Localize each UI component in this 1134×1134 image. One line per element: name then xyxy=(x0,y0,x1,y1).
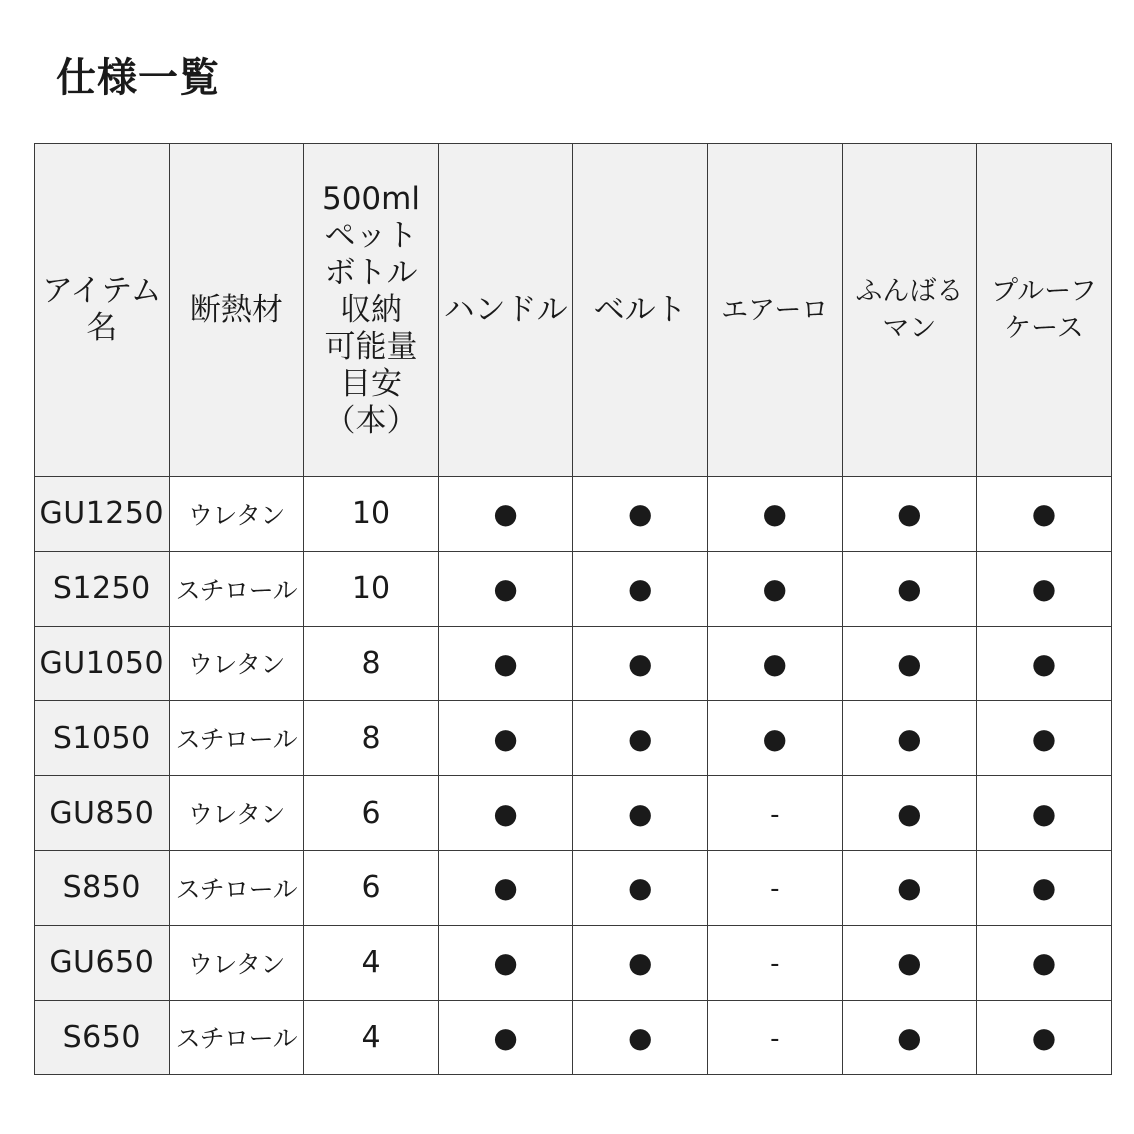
insulation-cell: スチロール xyxy=(169,1000,304,1075)
available-mark: ● xyxy=(1031,497,1057,531)
handle-cell xyxy=(438,701,573,776)
unavailable-mark: - xyxy=(770,1023,780,1054)
handle-cell xyxy=(438,925,573,1000)
table-row xyxy=(35,925,1112,1000)
item-name-cell: S650 xyxy=(35,1000,170,1075)
insulation-cell: スチロール xyxy=(169,850,304,925)
available-mark: ● xyxy=(493,871,518,905)
available-mark: ● xyxy=(493,721,518,755)
header-proof-case: プルーフ ケース xyxy=(977,144,1112,477)
handle-cell xyxy=(438,626,573,701)
belt-cell xyxy=(573,551,708,626)
air-port-cell xyxy=(707,626,842,701)
available-mark: ● xyxy=(897,497,922,531)
insulation-cell: スチロール xyxy=(169,701,304,776)
funbaru-man-cell xyxy=(842,925,977,1000)
header-bottle-capacity: 500ml ペット ボトル 収納 可能量 目安 （本） xyxy=(304,144,439,477)
available-mark: ● xyxy=(493,1020,518,1054)
bottle-capacity-cell: 4 xyxy=(304,925,439,1000)
air-port-cell xyxy=(707,551,842,626)
available-mark: ● xyxy=(1031,946,1057,980)
handle-cell xyxy=(438,477,573,552)
header-row xyxy=(35,144,1112,477)
funbaru-man-cell xyxy=(842,551,977,626)
item-name-cell: GU1050 xyxy=(35,626,170,701)
belt-cell xyxy=(573,850,708,925)
available-mark: ● xyxy=(627,1020,653,1054)
unavailable-mark: - xyxy=(770,799,780,830)
item-name-cell: GU650 xyxy=(35,925,170,1000)
insulation-cell: ウレタン xyxy=(169,776,304,851)
item-name-cell: GU850 xyxy=(35,776,170,851)
proof-case-cell xyxy=(977,701,1112,776)
proof-case-cell xyxy=(977,477,1112,552)
handle-cell xyxy=(438,1000,573,1075)
funbaru-man-cell xyxy=(842,626,977,701)
available-mark: ● xyxy=(627,646,653,680)
bottle-capacity-cell: 8 xyxy=(304,626,439,701)
insulation-cell: スチロール xyxy=(169,551,304,626)
unavailable-mark: - xyxy=(770,949,780,980)
air-port-cell xyxy=(707,1000,842,1075)
available-mark: ● xyxy=(762,497,787,531)
available-mark: ● xyxy=(1031,871,1057,905)
table-row xyxy=(35,626,1112,701)
air-port-cell xyxy=(707,776,842,851)
proof-case-cell xyxy=(977,776,1112,851)
handle-cell xyxy=(438,850,573,925)
available-mark: ● xyxy=(1031,796,1057,830)
item-name-cell: GU1250 xyxy=(35,477,170,552)
available-mark: ● xyxy=(493,796,518,830)
belt-cell xyxy=(573,477,708,552)
table-row xyxy=(35,776,1112,851)
available-mark: ● xyxy=(762,572,787,606)
air-port-cell xyxy=(707,925,842,1000)
available-mark: ● xyxy=(1031,721,1057,755)
header-belt: ベルト xyxy=(573,144,708,477)
table-row xyxy=(35,701,1112,776)
available-mark: ● xyxy=(897,721,922,755)
funbaru-man-cell xyxy=(842,776,977,851)
air-port-cell xyxy=(707,477,842,552)
available-mark: ● xyxy=(897,796,922,830)
table-row xyxy=(35,850,1112,925)
available-mark: ● xyxy=(897,1020,922,1054)
belt-cell xyxy=(573,626,708,701)
available-mark: ● xyxy=(493,946,518,980)
available-mark: ● xyxy=(493,497,518,531)
funbaru-man-cell xyxy=(842,1000,977,1075)
item-name-cell: S1050 xyxy=(35,701,170,776)
bottle-capacity-cell: 10 xyxy=(304,551,439,626)
available-mark: ● xyxy=(1031,1020,1057,1054)
insulation-cell: ウレタン xyxy=(169,626,304,701)
header-funbaru-man: ふんばる マン xyxy=(842,144,977,477)
insulation-cell: ウレタン xyxy=(169,477,304,552)
available-mark: ● xyxy=(493,572,518,606)
available-mark: ● xyxy=(627,946,653,980)
available-mark: ● xyxy=(627,572,653,606)
proof-case-cell xyxy=(977,626,1112,701)
available-mark: ● xyxy=(762,646,787,680)
bottle-capacity-cell: 6 xyxy=(304,776,439,851)
air-port-cell xyxy=(707,701,842,776)
belt-cell xyxy=(573,701,708,776)
available-mark: ● xyxy=(627,871,653,905)
bottle-capacity-cell: 6 xyxy=(304,850,439,925)
air-port-cell xyxy=(707,850,842,925)
funbaru-man-cell xyxy=(842,477,977,552)
item-name-cell: S850 xyxy=(35,850,170,925)
bottle-capacity-cell: 10 xyxy=(304,477,439,552)
unavailable-mark: - xyxy=(770,874,780,905)
belt-cell xyxy=(573,776,708,851)
header-air-port: エアーロ xyxy=(707,144,842,477)
table-row xyxy=(35,1000,1112,1075)
handle-cell xyxy=(438,551,573,626)
bottle-capacity-cell: 4 xyxy=(304,1000,439,1075)
spec-table-body xyxy=(35,477,1112,1075)
funbaru-man-cell xyxy=(842,701,977,776)
header-insulation: 断熱材 xyxy=(169,144,304,477)
insulation-cell: ウレタン xyxy=(169,925,304,1000)
spec-table xyxy=(34,143,1112,1075)
available-mark: ● xyxy=(627,497,653,531)
funbaru-man-cell xyxy=(842,850,977,925)
table-row xyxy=(35,551,1112,626)
available-mark: ● xyxy=(493,646,518,680)
item-name-cell: S1250 xyxy=(35,551,170,626)
belt-cell xyxy=(573,1000,708,1075)
available-mark: ● xyxy=(627,721,653,755)
available-mark: ● xyxy=(897,946,922,980)
header-item-name: アイテム 名 xyxy=(35,144,170,477)
available-mark: ● xyxy=(627,796,653,830)
available-mark: ● xyxy=(897,646,922,680)
available-mark: ● xyxy=(762,721,787,755)
proof-case-cell xyxy=(977,551,1112,626)
available-mark: ● xyxy=(897,572,922,606)
header-handle: ハンドル xyxy=(438,144,573,477)
table-row xyxy=(35,477,1112,552)
proof-case-cell xyxy=(977,925,1112,1000)
page-title: 仕様一覧 xyxy=(56,55,220,101)
bottle-capacity-cell: 8 xyxy=(304,701,439,776)
proof-case-cell xyxy=(977,850,1112,925)
handle-cell xyxy=(438,776,573,851)
proof-case-cell xyxy=(977,1000,1112,1075)
belt-cell xyxy=(573,925,708,1000)
available-mark: ● xyxy=(1031,572,1057,606)
available-mark: ● xyxy=(1031,646,1057,680)
available-mark: ● xyxy=(897,871,922,905)
